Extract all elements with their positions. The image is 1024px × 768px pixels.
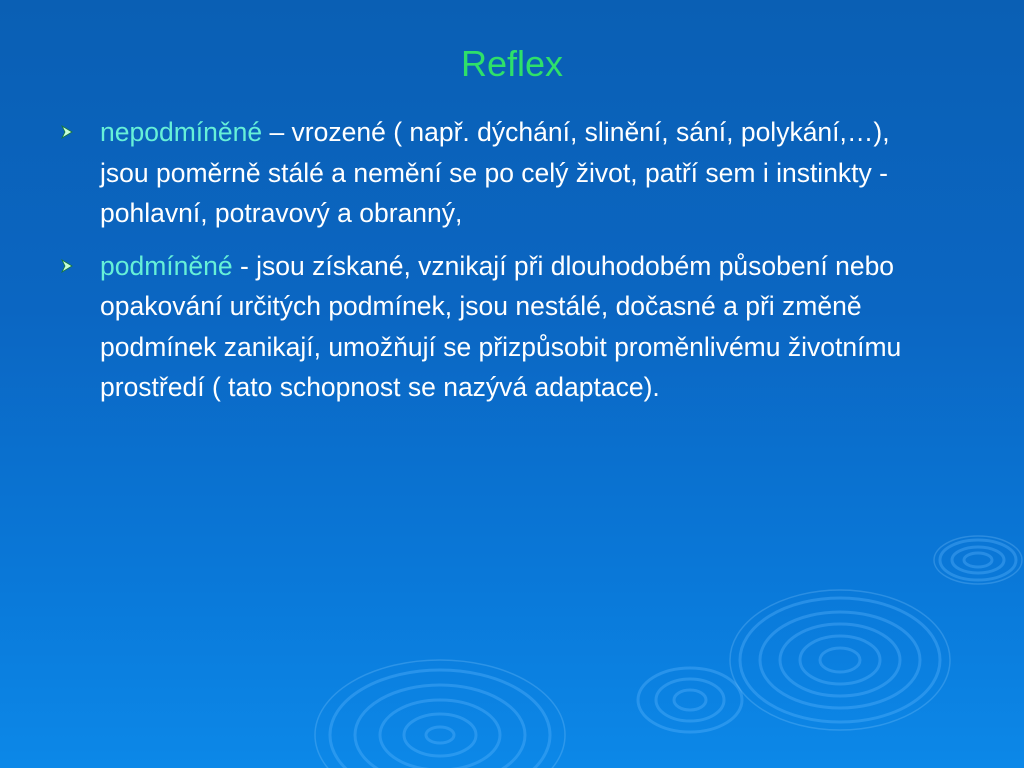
slide-title: Reflex <box>460 43 564 84</box>
arrowhead-bullet-icon <box>60 125 74 139</box>
bullet-text: - jsou získané, vznikají při dlouhodobém působení nebo opakování určitých podmínek, jsou nestálé, dočasné a při změně podmínek zanikají, umožňují se přizpůsobit proměnlivému životnímu prostředí ( tato schopnost se nazývá adaptace). <box>100 250 902 402</box>
bullet-term: podmíněné <box>100 250 233 281</box>
bullet-list <box>60 112 940 420</box>
bullet-text: – vrozené ( např. dýchání, slinění, sání, polykání,…), jsou poměrně stálé a nemění se po celý život, patří sem i instinkty - pohlavní, potravový a obranný, <box>100 117 890 228</box>
list-item <box>60 246 940 408</box>
arrowhead-bullet-icon <box>60 259 74 273</box>
bullet-term: nepodmíněné <box>100 117 263 147</box>
list-item <box>60 112 940 234</box>
